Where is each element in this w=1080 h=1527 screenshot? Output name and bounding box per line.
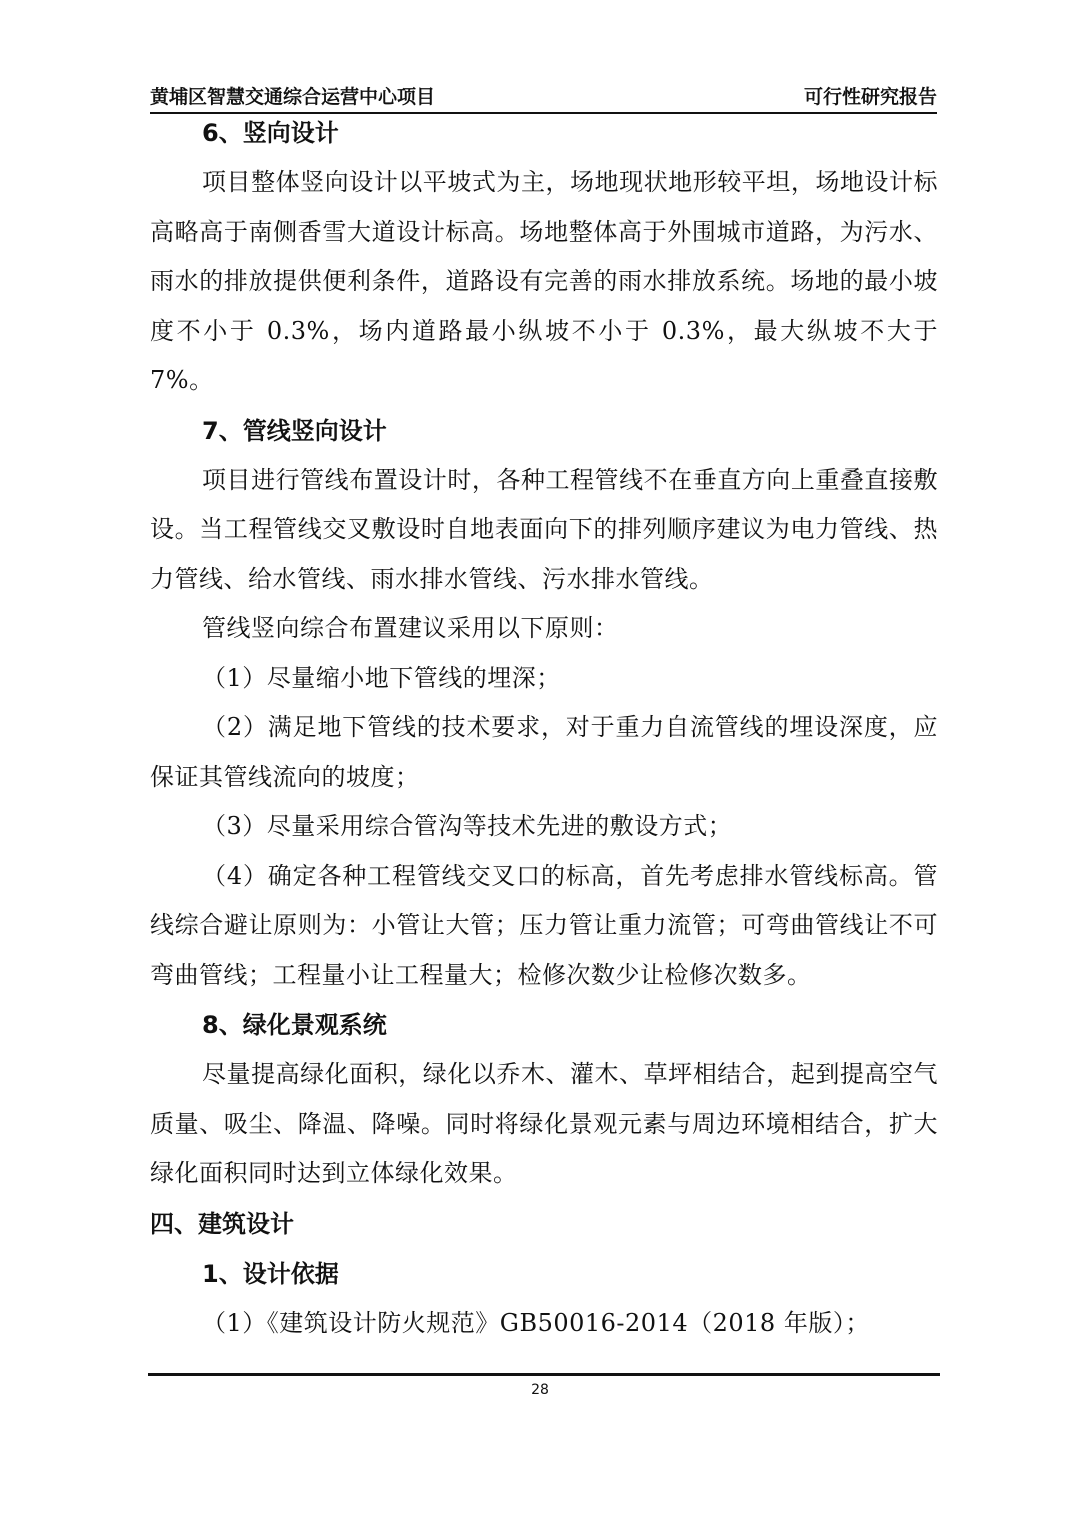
paragraph-pipeline-layout: 项目进行管线布置设计时，各种工程管线不在垂直方向上重叠直接敷设。当工程管线交叉敷设时自地表面向下的排列顺序建议为电力管线、热力管线、给水管线、雨水排水管线、污水排水管线。 [150, 465, 938, 593]
document-body [150, 108, 938, 1348]
list-item-principle-3: （3）尽量采用综合管沟等技术先进的敷设方式； [202, 812, 733, 840]
list-item-basis-1: （1）《建筑设计防火规范》GB50016-2014（2018 年版）； [202, 1308, 870, 1337]
footer-divider [148, 1373, 940, 1376]
page-number: 28 [531, 1382, 549, 1398]
paragraph-vertical-design: 项目整体竖向设计以平坡式为主，场地现状地形较平坦，场地设计标高略高于南侧香雪大道设计标高。场地整体高于外围城市道路，为污水、雨水的排放提供便利条件，道路设有完善的雨水排放系统。场地的最小坡度不小于 0.3%，场内道路最小纵坡不小于 0.3%，最大纵坡不大于 7%。 [150, 168, 938, 394]
header-report-type: 可行性研究报告 [803, 86, 937, 108]
list-item-principle-1: （1）尽量缩小地下管线的埋深； [202, 663, 561, 692]
heading-vertical-design: 6、竖向设计 [202, 119, 339, 147]
list-item-principle-4: （4）确定各种工程管线交叉口的标高，首先考虑排水管线标高。管线综合避让原则为：小管让大管；压力管让重力流管；可弯曲管线让不可弯曲管线；工程量小让工程量大；检修次数少让检修次数多。 [150, 861, 938, 989]
list-item-principle-2: （2）满足地下管线的技术要求，对于重力自流管线的埋设深度，应保证其管线流向的坡度； [150, 713, 938, 791]
section-title-architecture: 四、建筑设计 [150, 1209, 294, 1238]
header-project-title: 黄埔区智慧交通综合运营中心项目 [150, 86, 436, 108]
heading-design-basis: 1、设计依据 [202, 1259, 339, 1288]
heading-landscape-system: 8、绿化景观系统 [202, 1011, 387, 1039]
paragraph-landscape: 尽量提高绿化面积，绿化以乔木、灌木、草坪相结合，起到提高空气质量、吸尘、降温、降噪。同时将绿化景观元素与周边环境相结合，扩大绿化面积同时达到立体绿化效果。 [150, 1060, 938, 1187]
heading-pipeline-vertical-design: 7、管线竖向设计 [202, 416, 387, 445]
paragraph-pipeline-principles-intro: 管线竖向综合布置建议采用以下原则： [202, 614, 619, 642]
